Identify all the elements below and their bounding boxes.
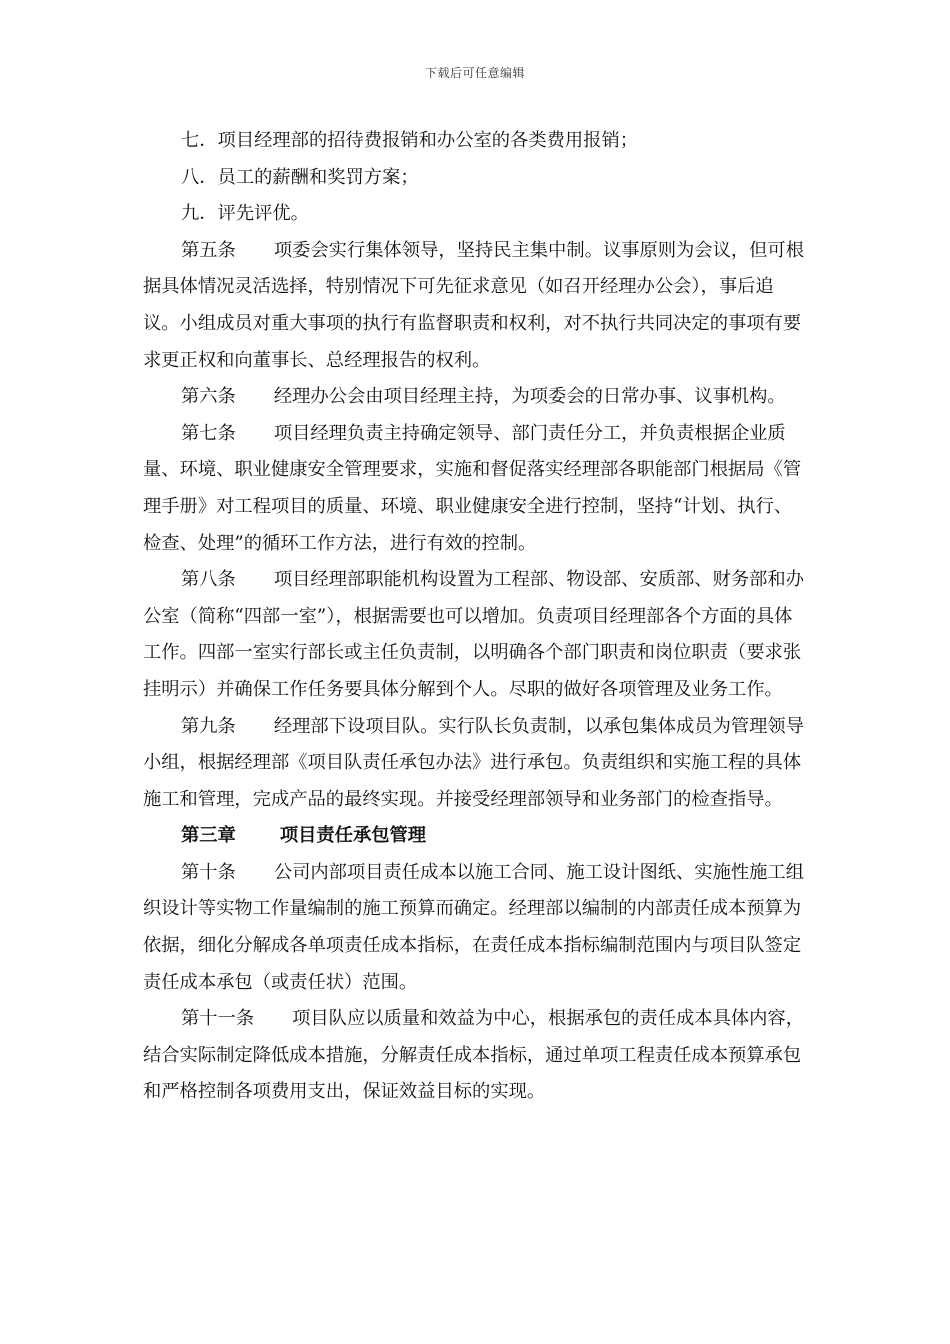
document-body	[143, 123, 808, 1111]
article-number: 第十条	[181, 861, 236, 883]
article-8	[143, 562, 808, 708]
article-text: 经理部下设项目队。实行队长负责制，以承包集体成员为管理领导小组，根据经理部《项目队责任承包办法》进行承包。负责组织和实施工程的具体施工和管理，完成产品的最终实现。并接受经理部领导和业务部门的检查指导。	[143, 715, 804, 810]
page-header: 下载后可任意编辑	[424, 66, 525, 80]
article-text: 项目经理负责主持确定领导、部门责任分工，并负责根据企业质量、环境、职业健康安全管理要求，实施和督促落实经理部各职能部门根据局《管理手册》对工程项目的质量、环境、职业健康安全进行控制，坚持“计划、执行、检查、处理”的循环工作方法，进行有效的控制。	[143, 422, 802, 554]
article-number: 第七条	[181, 422, 236, 444]
list-item-9: 九．评先评优。	[181, 203, 309, 225]
article-text: 项委会实行集体领导，坚持民主集中制。议事原则为会议，但可根据具体情况灵活选择，特别情况下可先征求意见（如召开经理办公会），事后追议。小组成员对重大事项的执行有监督职责和权利，对不执行共同决定的事项有要求更正权和向董事长、总经理报告的权利。	[143, 239, 804, 371]
article-number: 第八条	[181, 569, 236, 591]
article-text: 项目经理部职能机构设置为工程部、物设部、安质部、财务部和办公室（简称“四部一室”），根据需要也可以增加。负责项目经理部各个方面的具体工作。四部一室实行部长或主任负责制，以明确各个部门职责和岗位职责（要求张挂明示）并确保工作任务要具体分解到个人。尽职的做好各项管理及业务工作。	[143, 569, 804, 700]
article-9	[143, 709, 808, 819]
article-number: 第十一条	[181, 1008, 255, 1030]
chapter-number: 第三章	[181, 825, 236, 847]
article-text: 项目队应以质量和效益为中心，根据承包的责任成本具体内容，结合实际制定降低成本措施，分解责任成本指标，通过单项工程责任成本预算承包和严格控制各项费用支出，保证效益目标的实现。	[143, 1008, 804, 1103]
article-text: 经理办公会由项目经理主持，为项委会的日常办事、议事机构。	[273, 386, 786, 408]
list-item-7: 七．项目经理部的招待费报销和办公室的各类费用报销；	[181, 130, 639, 151]
article-number: 第九条	[181, 715, 236, 737]
article-10	[143, 855, 808, 1001]
article-text: 公司内部项目责任成本以施工合同、施工设计图纸、实施性施工组织设计等实物工作量编制的施工预算而确定。经理部以编制的内部责任成本预算为依据，细化分解成各单项责任成本指标，在责任成本指标编制范围内与项目队签定责任成本承包（或责任状）范围。	[143, 861, 804, 993]
article-11	[143, 1001, 808, 1111]
chapter-heading	[143, 818, 808, 855]
list-item-8: 八．员工的薪酬和奖罚方案；	[181, 166, 419, 188]
article-6	[143, 379, 808, 416]
article-7	[143, 416, 808, 562]
chapter-title: 项目责任承包管理	[279, 825, 427, 847]
article-5	[143, 233, 808, 379]
article-number: 第六条	[181, 386, 236, 408]
article-number: 第五条	[181, 239, 236, 261]
